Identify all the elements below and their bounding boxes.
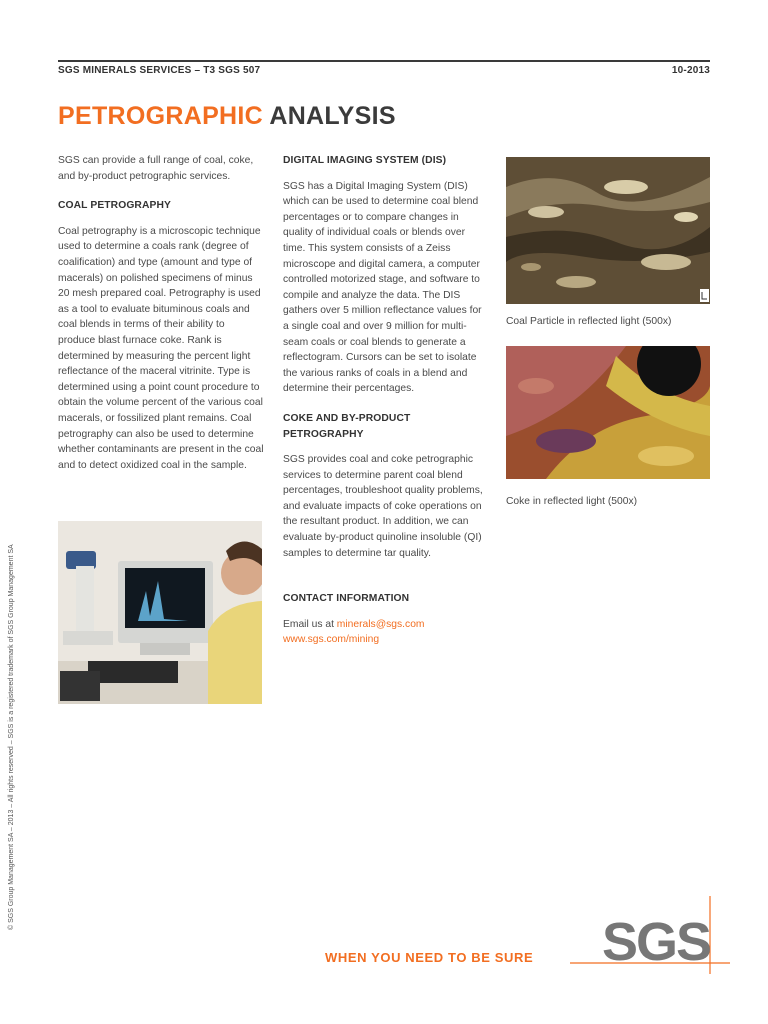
email-line [283, 617, 488, 633]
email-prefix: Email us at [283, 618, 337, 630]
intro-paragraph: SGS can provide a full range of coal, coke, and by-product petrographic services. [58, 155, 254, 182]
page-title [58, 102, 396, 131]
coal-petrography-heading: COAL PETROGRAPHY [58, 200, 171, 212]
document-header [58, 60, 710, 76]
series-label: SGS MINERALS SERVICES – T3 SGS 507 [58, 65, 261, 76]
email-link[interactable]: minerals@sgs.com [336, 618, 425, 630]
coal-particle-photo [506, 157, 710, 304]
dis-paragraph: SGS has a Digital Imaging System (DIS) which can be used to determine coal blend percentages or to compare changes in quality of individual coals or blends over time. This system consists of a Zeiss microscope and digital camera, a computer controlled motorized stage, and software to compile and analyze the data. The DIS gathers over 5 million reflectance values for a single coal and over 9 million for multi-seam coals or coal blends to generate a reflectogram. Cursors can be set to isolate the various ranks of coals in a blend and determine their percentages. [283, 180, 482, 395]
coal-particle-caption: Coal Particle in reflected light (500x) [506, 316, 672, 327]
logo-text: SGS [602, 912, 711, 972]
coke-photo [506, 346, 710, 479]
contact-heading: CONTACT INFORMATION [283, 593, 410, 605]
coal-petrography-paragraph: Coal petrography is a microscopic technique used to determine a coals rank (degree of coalification) and type (amount and type of macerals) on polished specimens of minus 20 mesh prepared coal. Petrography is used as a tool to evaluate bituminous coals and coal blends in terms of their ability to produce blast furnace coke. Rank is determined by measuring the percent light reflectance of the maceral vitrinite. Type is determined using a point count procedure to obtain the volume percent of the various coal macerals, or fossilized plant remains. Coal petrography can also be used to determine whether contaminants are present in the coal and to detect oxidized coal in the sample. [58, 225, 264, 471]
coke-paragraph: SGS provides coal and coke petrographic services to determine parent coal blend percentages, troubleshoot quality problems, and evaluate impacts of coke operations on the resultant product. In addition, we can evaluate by-product quinoline insoluble (QI) samples to determine tar quality. [283, 454, 483, 559]
column-middle [283, 153, 488, 648]
title-rest: ANALYSIS [269, 102, 396, 130]
coke-caption: Coke in reflected light (500x) [506, 496, 638, 507]
copyright-notice: © SGS Group Management SA – 2013 – All rights reserved – SGS is a registered trademark of SGS Group Management SA [8, 544, 15, 930]
date-label: 10-2013 [671, 65, 710, 76]
lab-photo [58, 521, 262, 704]
coke-heading: COKE AND BY-PRODUCT PETROGRAPHY [283, 412, 411, 440]
tagline: WHEN YOU NEED TO BE SURE [325, 950, 534, 965]
title-accent: PETROGRAPHIC [58, 102, 264, 130]
sgs-logo [570, 896, 730, 976]
dis-heading: DIGITAL IMAGING SYSTEM (DIS) [283, 155, 447, 166]
website-link[interactable]: www.sgs.com/mining [283, 634, 380, 646]
column-left [58, 153, 264, 473]
